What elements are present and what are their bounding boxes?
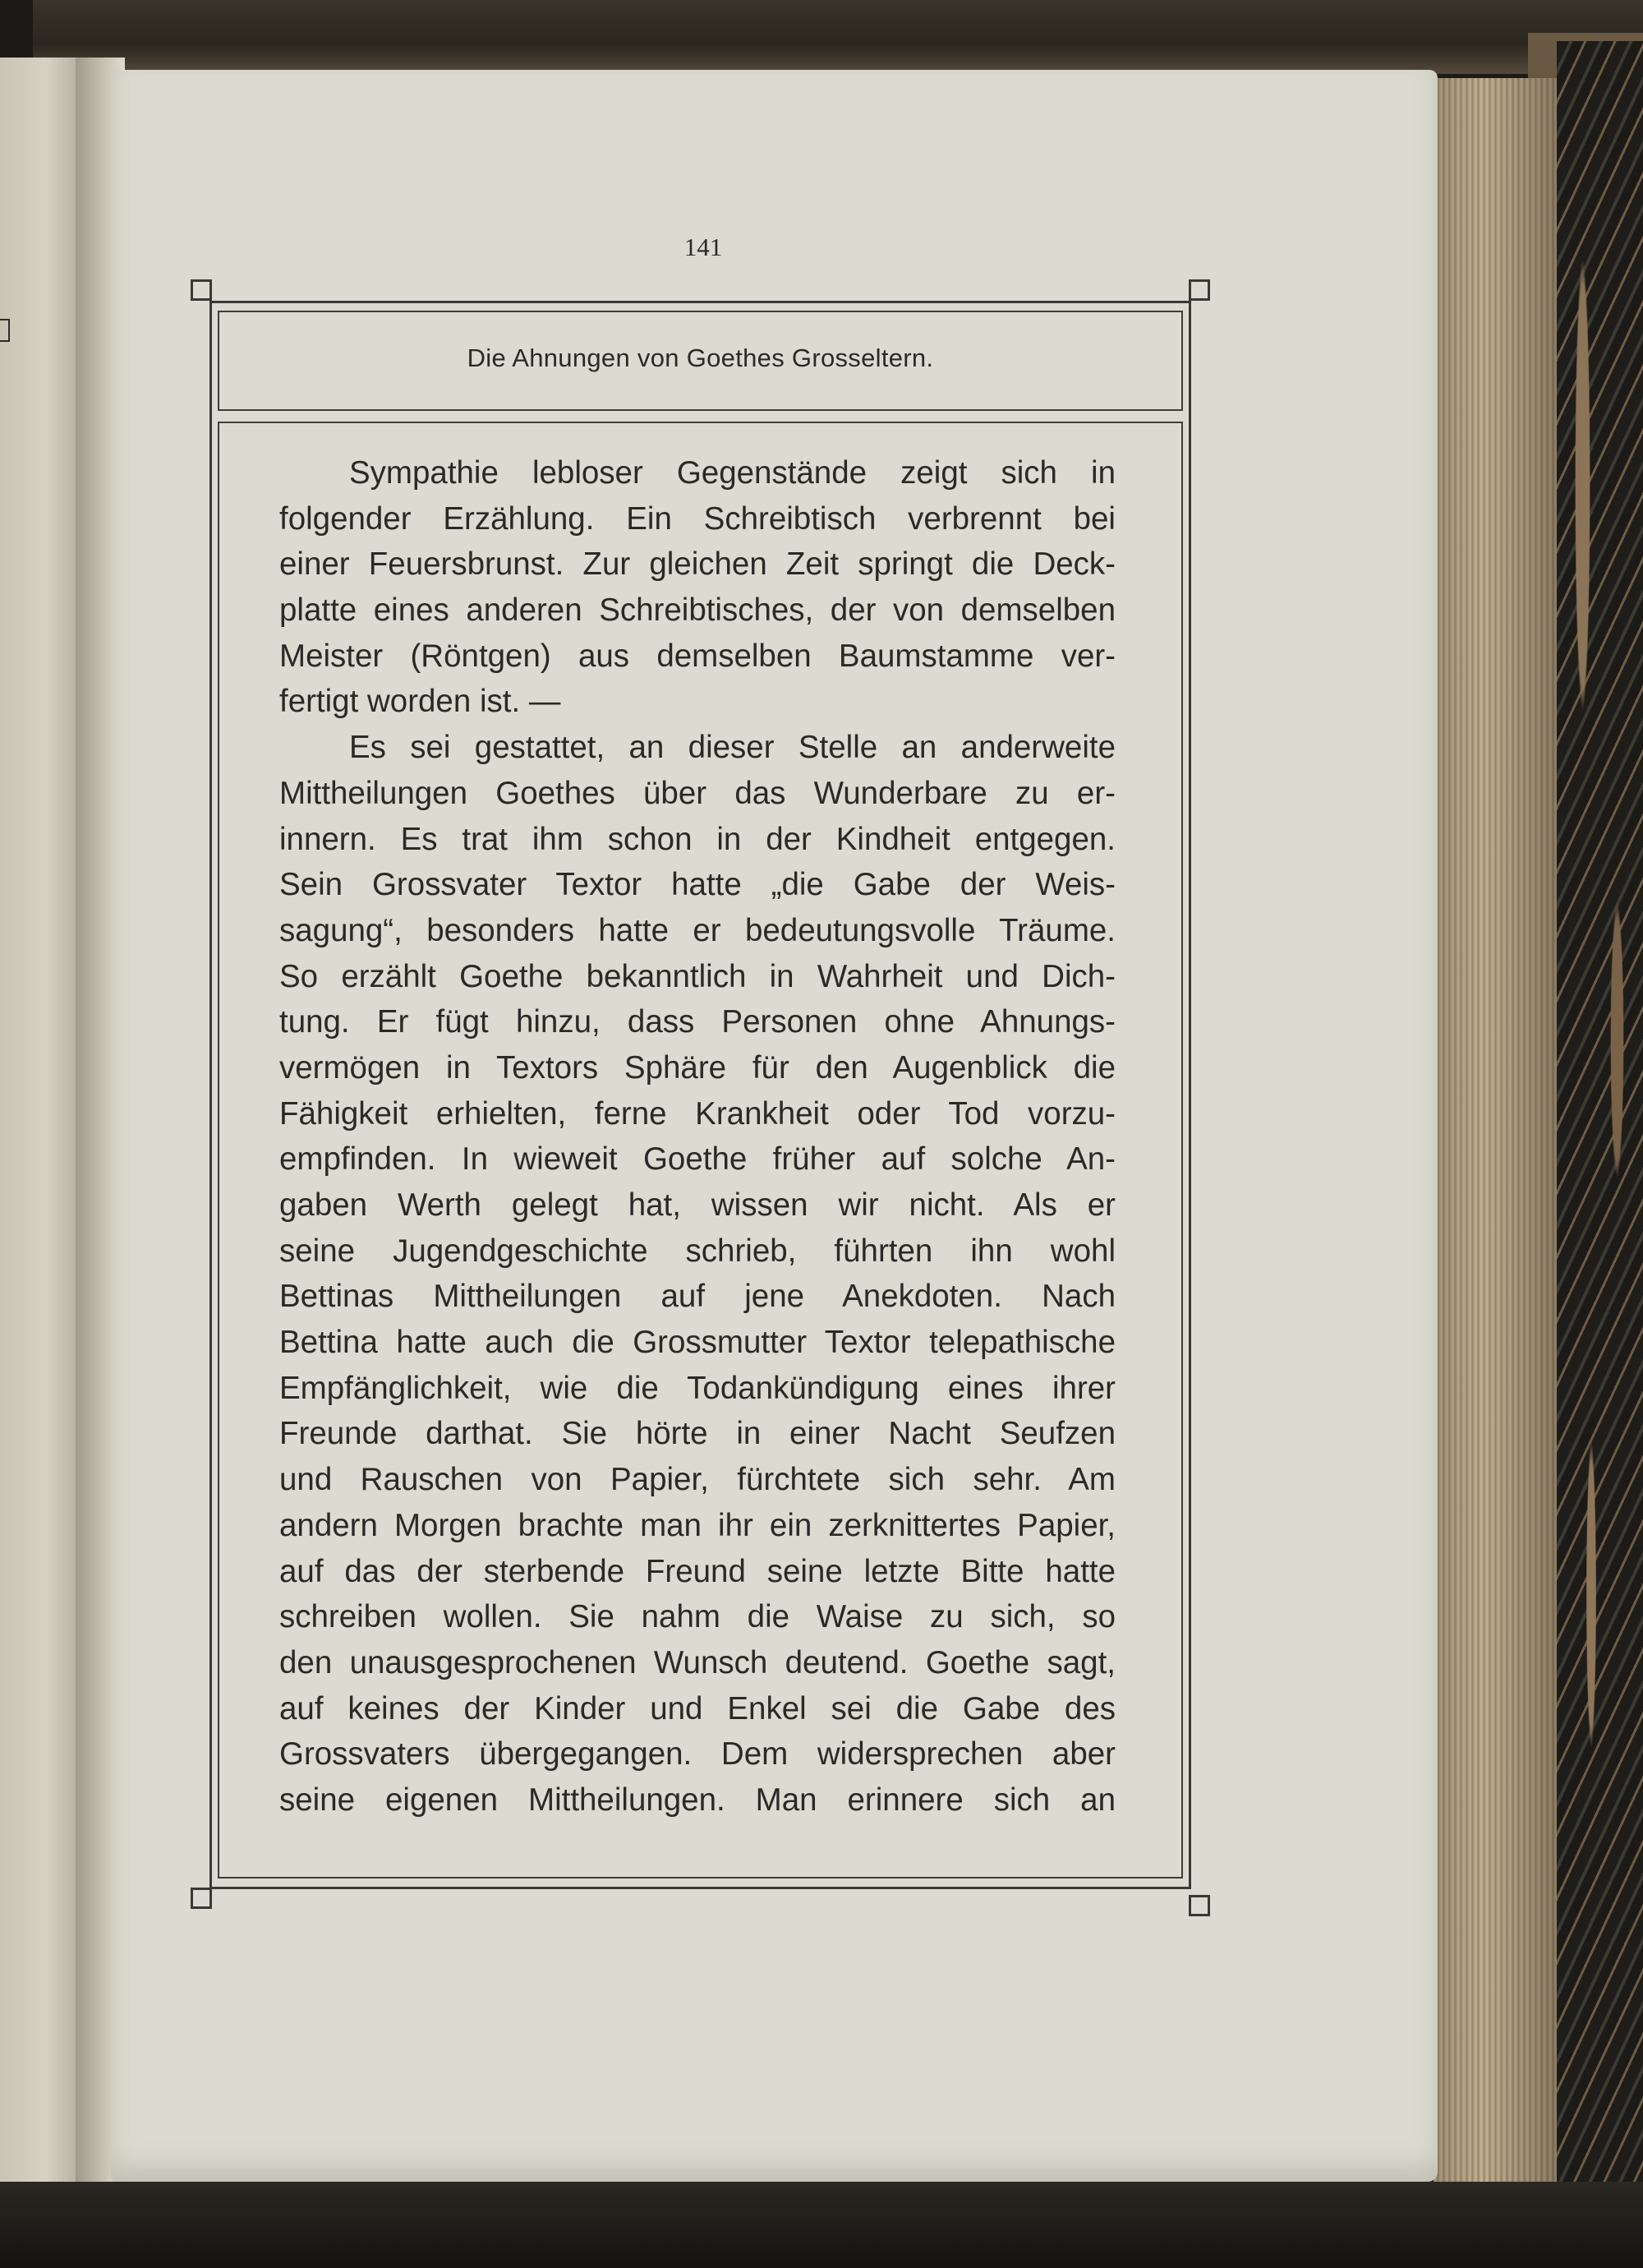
text-line: Fähigkeit erhielten, ferne Krankheit oder Tod vorzu- [279,1095,1116,1132]
text-line: Bettinas Mittheilungen auf jene Anekdoten. Nach [279,1279,1116,1315]
text-line: den unausgesprochenen Wunsch deutend. Goethe sagt, [279,1644,1116,1680]
text-line: Meister (Röntgen) aus demselben Baumstamme ver- [279,638,1116,674]
text-line: Empfänglichkeit, wie die Todankündigung eines ihrer [279,1370,1116,1406]
page-edge-shadow [1434,78,1557,2182]
running-title: Die Ahnungen von Goethes Grosseltern. [467,343,934,372]
frame-corner-bottom-right [1189,1895,1210,1916]
text-line: fertigt worden ist. — [279,684,561,720]
frame-left-line [209,301,212,1889]
text-line: einer Feuersbrunst. Zur gleichen Zeit springt die Deck- [279,546,1116,583]
text-line: und Rauschen von Papier, fürchtete sich sehr. Am [279,1462,1116,1498]
text-line: auf keines der Kinder und Enkel sei die Gabe des [279,1690,1116,1726]
marbled-board [1557,41,1643,2260]
text-line: Mittheilungen Goethes über das Wunderbare zu er- [279,775,1116,811]
frame-corner-top-left [191,279,212,301]
text-line: Es sei gestattet, an dieser Stelle an anderweite [349,730,1116,766]
running-title-box [218,311,1183,411]
text-line: auf das der sterbende Freund seine letzte Bitte hatte [279,1553,1116,1589]
bottom-shadow [0,2182,1643,2268]
page-number: 141 [683,233,723,261]
body-text [279,450,1116,1823]
text-line: gaben Werth gelegt hat, wissen wir nicht. Als er [279,1187,1116,1223]
text-line: andern Morgen brachte man ihr ein zerknittertes Papier, [279,1507,1116,1543]
text-line: schreiben wollen. Sie nahm die Waise zu sich, so [279,1599,1116,1635]
text-line: platte eines anderen Schreibtisches, der von demselben [279,592,1116,629]
text-line: tung. Er fügt hinzu, dass Personen ohne Ahnungs- [279,1004,1116,1040]
text-line: folgender Erzählung. Ein Schreibtisch verbrennt bei [279,500,1116,537]
left-page-frame-corner [0,319,10,342]
frame-top-line [209,301,1191,303]
text-line: seine eigenen Mittheilungen. Man erinnere sich an [279,1782,1116,1818]
text-line: Bettina hatte auch die Grossmutter Textor telepathische [279,1325,1116,1361]
text-line: Freunde darthat. Sie hörte in einer Nacht Seufzen [279,1416,1116,1452]
frame-corner-bottom-left [191,1888,212,1909]
frame-bottom-line [209,1887,1191,1889]
text-line: vermögen in Textors Sphäre für den Augenblick die [279,1049,1116,1086]
frame-corner-top-right [1189,279,1210,301]
text-line: seine Jugendgeschichte schrieb, führten ihn wohl [279,1233,1116,1269]
book-cover-top-edge [33,0,1643,74]
left-page [0,58,77,2210]
text-line: Grossvaters übergegangen. Dem widersprechen aber [279,1736,1116,1772]
text-line: Sympathie lebloser Gegenstände zeigt sich in [349,455,1116,491]
text-line: innern. Es trat ihm schon in der Kindheit entgegen. [279,821,1116,857]
frame-right-line [1189,301,1191,1889]
text-line: empfinden. In wieweit Goethe früher auf solche An- [279,1141,1116,1178]
text-line: So erzählt Goethe bekanntlich in Wahrheit und Dich- [279,958,1116,994]
text-line: Sein Grossvater Textor hatte „die Gabe der Weis- [279,867,1116,903]
text-line: sagung“, besonders hatte er bedeutungsvolle Träume. [279,912,1116,948]
